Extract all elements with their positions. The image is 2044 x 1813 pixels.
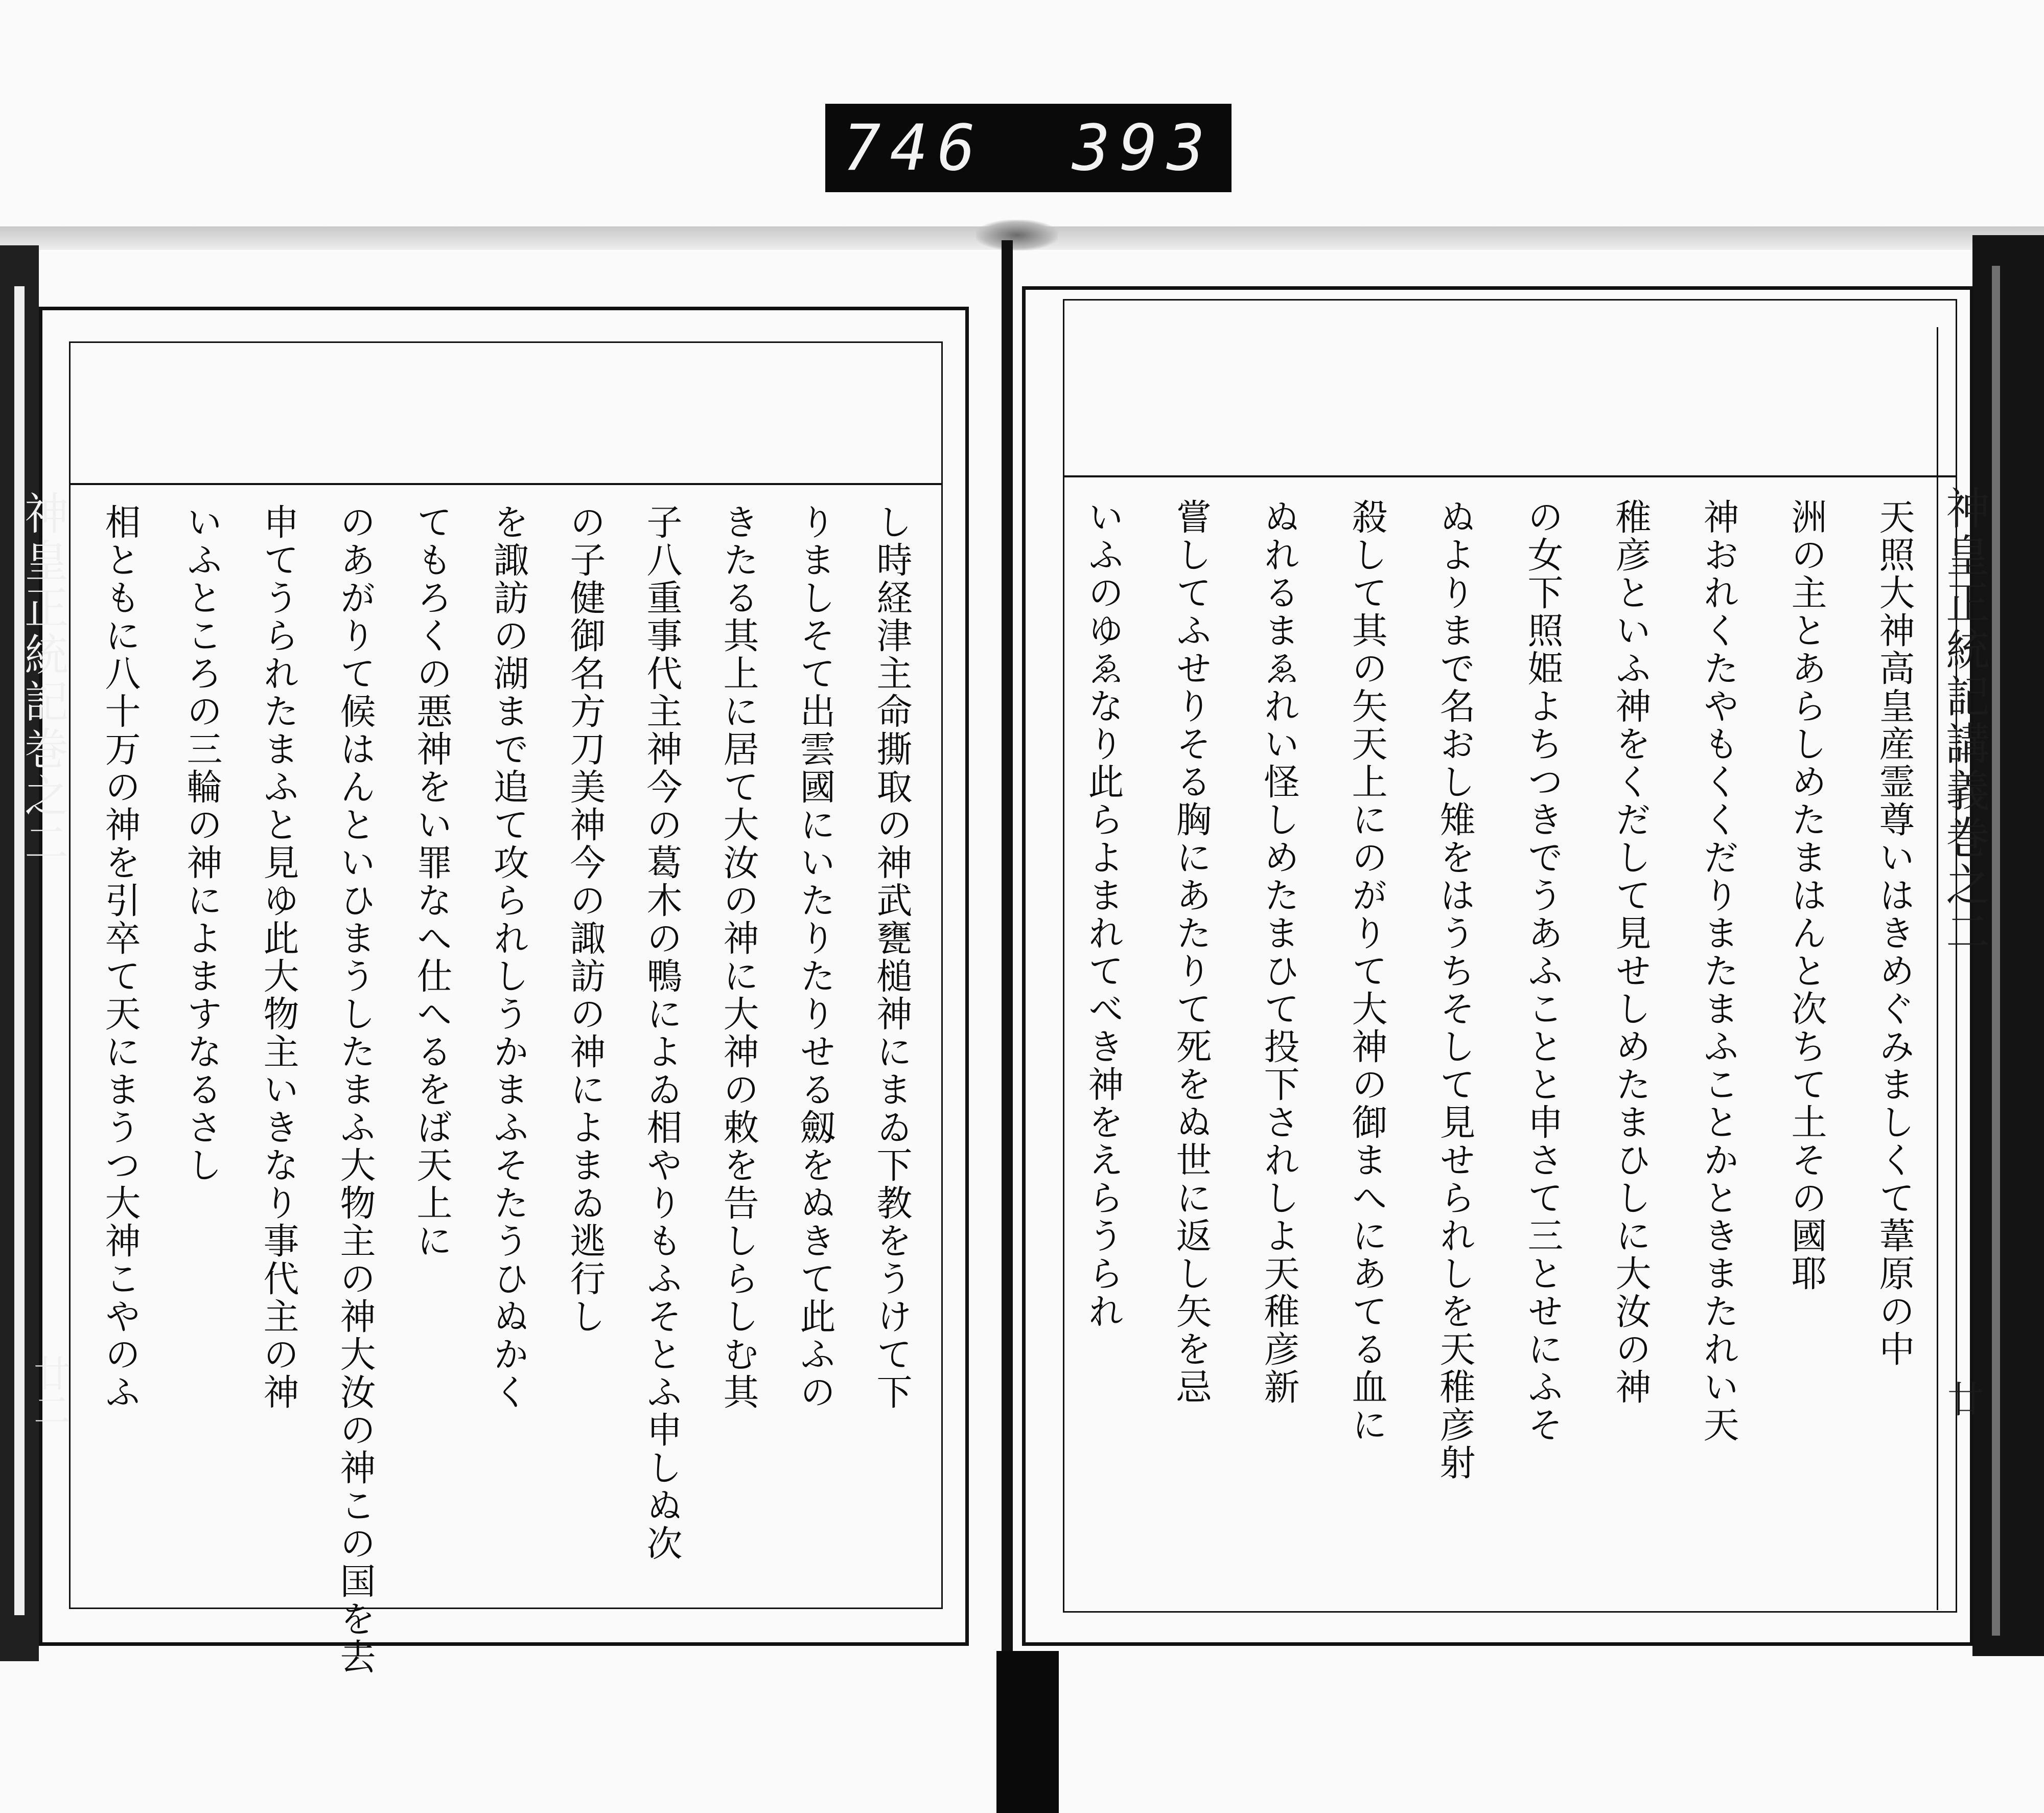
- right-text-column: 神おれくたやもくくだりまたまふことかときまたれい天: [1698, 498, 1739, 1444]
- book-spine: [1002, 240, 1013, 1671]
- spine-shadow: [976, 220, 1058, 250]
- left-page-header: 神皇正統記巻之二: [17, 491, 68, 867]
- right-text-column: の女下照姫よちつきでうあふことと申さて三とせにふそ: [1522, 498, 1564, 1444]
- spine-bottom-shadow: [996, 1651, 1059, 1813]
- frame-number-right: 393: [1072, 111, 1214, 185]
- left-page-number: 廿二: [28, 1355, 71, 1428]
- left-text-column: てもろくの悪神をい罪なへ仕へるをば天上に: [411, 503, 453, 1260]
- right-text-column: 稚彦といふ神をくだして見せしめたまひしに大汝の神: [1610, 498, 1652, 1406]
- right-page-header: 神皇正統記講義巻之二: [1938, 486, 1989, 956]
- left-text-column: 申てうられたまふと見ゆ此大物主いきなり事代主の神: [258, 503, 299, 1411]
- left-text-column: の子健御名方刀美神今の諏訪の神によまゐ逃行し: [564, 503, 606, 1336]
- right-text-column: 殺して其の矢天上にのがりて大神の御まへにあてる血に: [1346, 498, 1388, 1444]
- right-header-rule: [1063, 475, 1957, 477]
- frame-number-left: 746: [843, 111, 985, 185]
- right-cover-highlight: [1992, 266, 2000, 1636]
- left-text-column: 子八重事代主神今の葛木の鴨によゐ相やりもふそとふ申しぬ次: [641, 503, 683, 1563]
- left-cover-highlight: [14, 286, 25, 1615]
- left-text-column: を諏訪の湖まで追て攻られしうかまふそたうひぬかく: [487, 503, 529, 1411]
- right-page-number: 廿: [1941, 1380, 1984, 1417]
- right-text-column: 嘗してふせりそる胸にあたりて死をぬ世に返し矢を忌: [1170, 498, 1212, 1406]
- left-header-rule: [69, 483, 943, 485]
- left-text-column: のあがりて候はんといひまうしたまふ大物主の神大汝の神この国を去: [334, 503, 376, 1676]
- right-text-column: 天照大神高皇産霊尊いはきめぐみましくて葦原の中: [1873, 498, 1915, 1368]
- right-text-column: ぬれるまゑれい怪しめたまひて投下されしよ天稚彦新: [1258, 498, 1300, 1406]
- left-text-column: きたる其上に居て大汝の神に大神の敕を告しらしむ其: [717, 503, 759, 1411]
- right-text-column: 洲の主とあらしめたまはんと次ちて土その國耶: [1785, 498, 1827, 1293]
- film-frame-label: [825, 104, 1232, 192]
- left-text-column: いふところの三輪の神によますなるさし: [181, 503, 223, 1184]
- left-text-column: りましそて出雲國にいたりたりせる劔をぬきて此ふの: [794, 503, 836, 1411]
- left-text-column: 相ともに八十万の神を引卒て天にまうつ大神こやのふ: [99, 503, 141, 1411]
- right-text-column: いふのゆゑなり此らよまれてべき神をえらうられ: [1082, 498, 1124, 1330]
- right-text-column: ぬよりまで名おし雉をはうちそして見せられしを天稚彦射: [1434, 498, 1476, 1482]
- left-text-column: し時経津主命撕取の神武甕槌神にまゐ下教をうけて下: [871, 503, 913, 1411]
